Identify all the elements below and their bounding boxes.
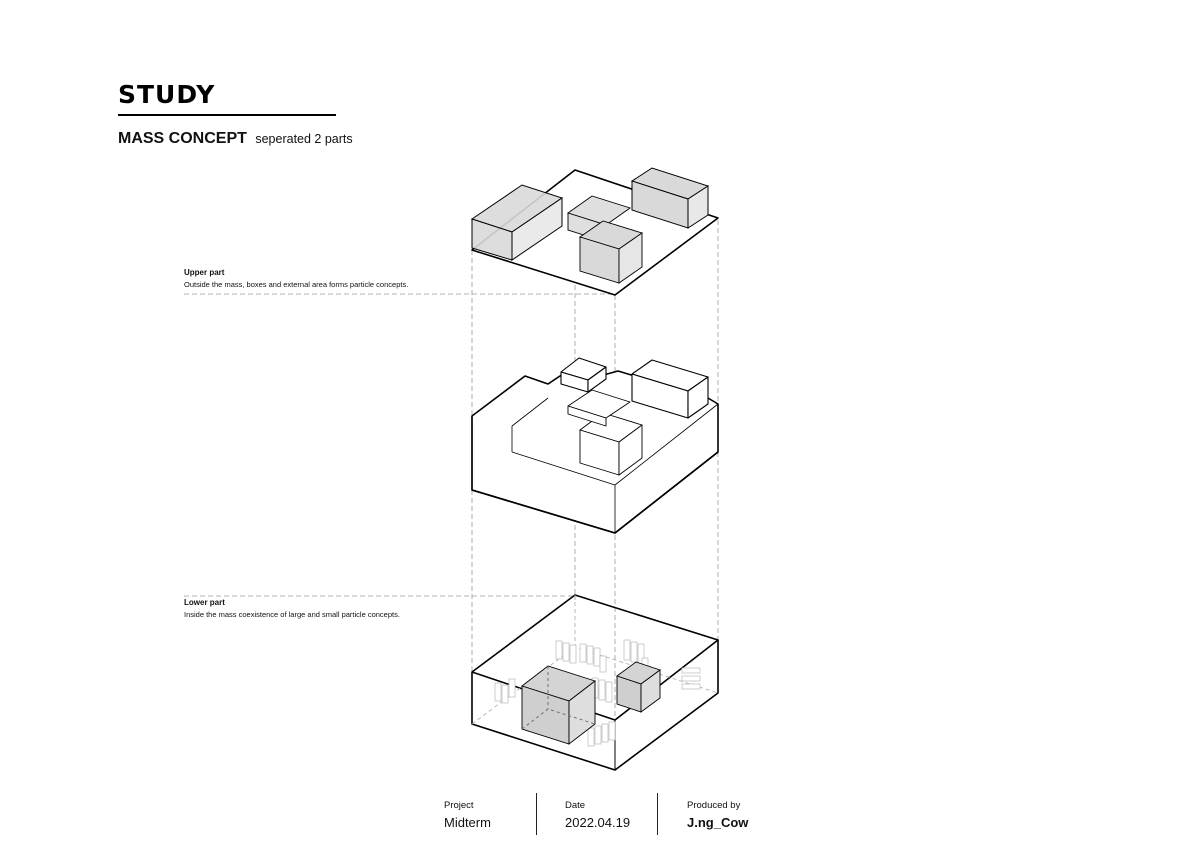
section-title: MASS CONCEPT	[118, 130, 247, 147]
project-label: Project	[444, 800, 474, 811]
section-note: seperated 2 parts	[255, 132, 353, 146]
date-label: Date	[565, 800, 586, 811]
page-title: STUDY	[118, 80, 216, 109]
footer-divider	[536, 793, 537, 835]
upper-part-description: Outside the mass, boxes and external area forms particle concepts.	[184, 280, 409, 289]
lower-part-description: Inside the mass coexistence of large and small particle concepts.	[184, 610, 400, 619]
upper-part-heading: Upper part	[184, 268, 225, 277]
middle-mass-model	[472, 358, 718, 533]
date-value: 2022.04.19	[565, 815, 631, 830]
footer-producer	[687, 800, 748, 830]
footer-project	[444, 800, 491, 830]
producer-value: J.ng_Cow	[687, 815, 749, 830]
upper-mass-box-cube	[580, 221, 642, 283]
upper-part-plate	[472, 168, 718, 295]
footer-date	[565, 800, 630, 830]
footer-divider	[657, 793, 658, 835]
lower-part-heading: Lower part	[184, 598, 225, 607]
producer-label: Produced by	[687, 800, 741, 811]
lower-mass-box-large	[522, 666, 595, 744]
lower-part-box	[472, 595, 718, 770]
lower-mass-box-small	[617, 662, 660, 712]
project-value: Midterm	[444, 815, 491, 830]
